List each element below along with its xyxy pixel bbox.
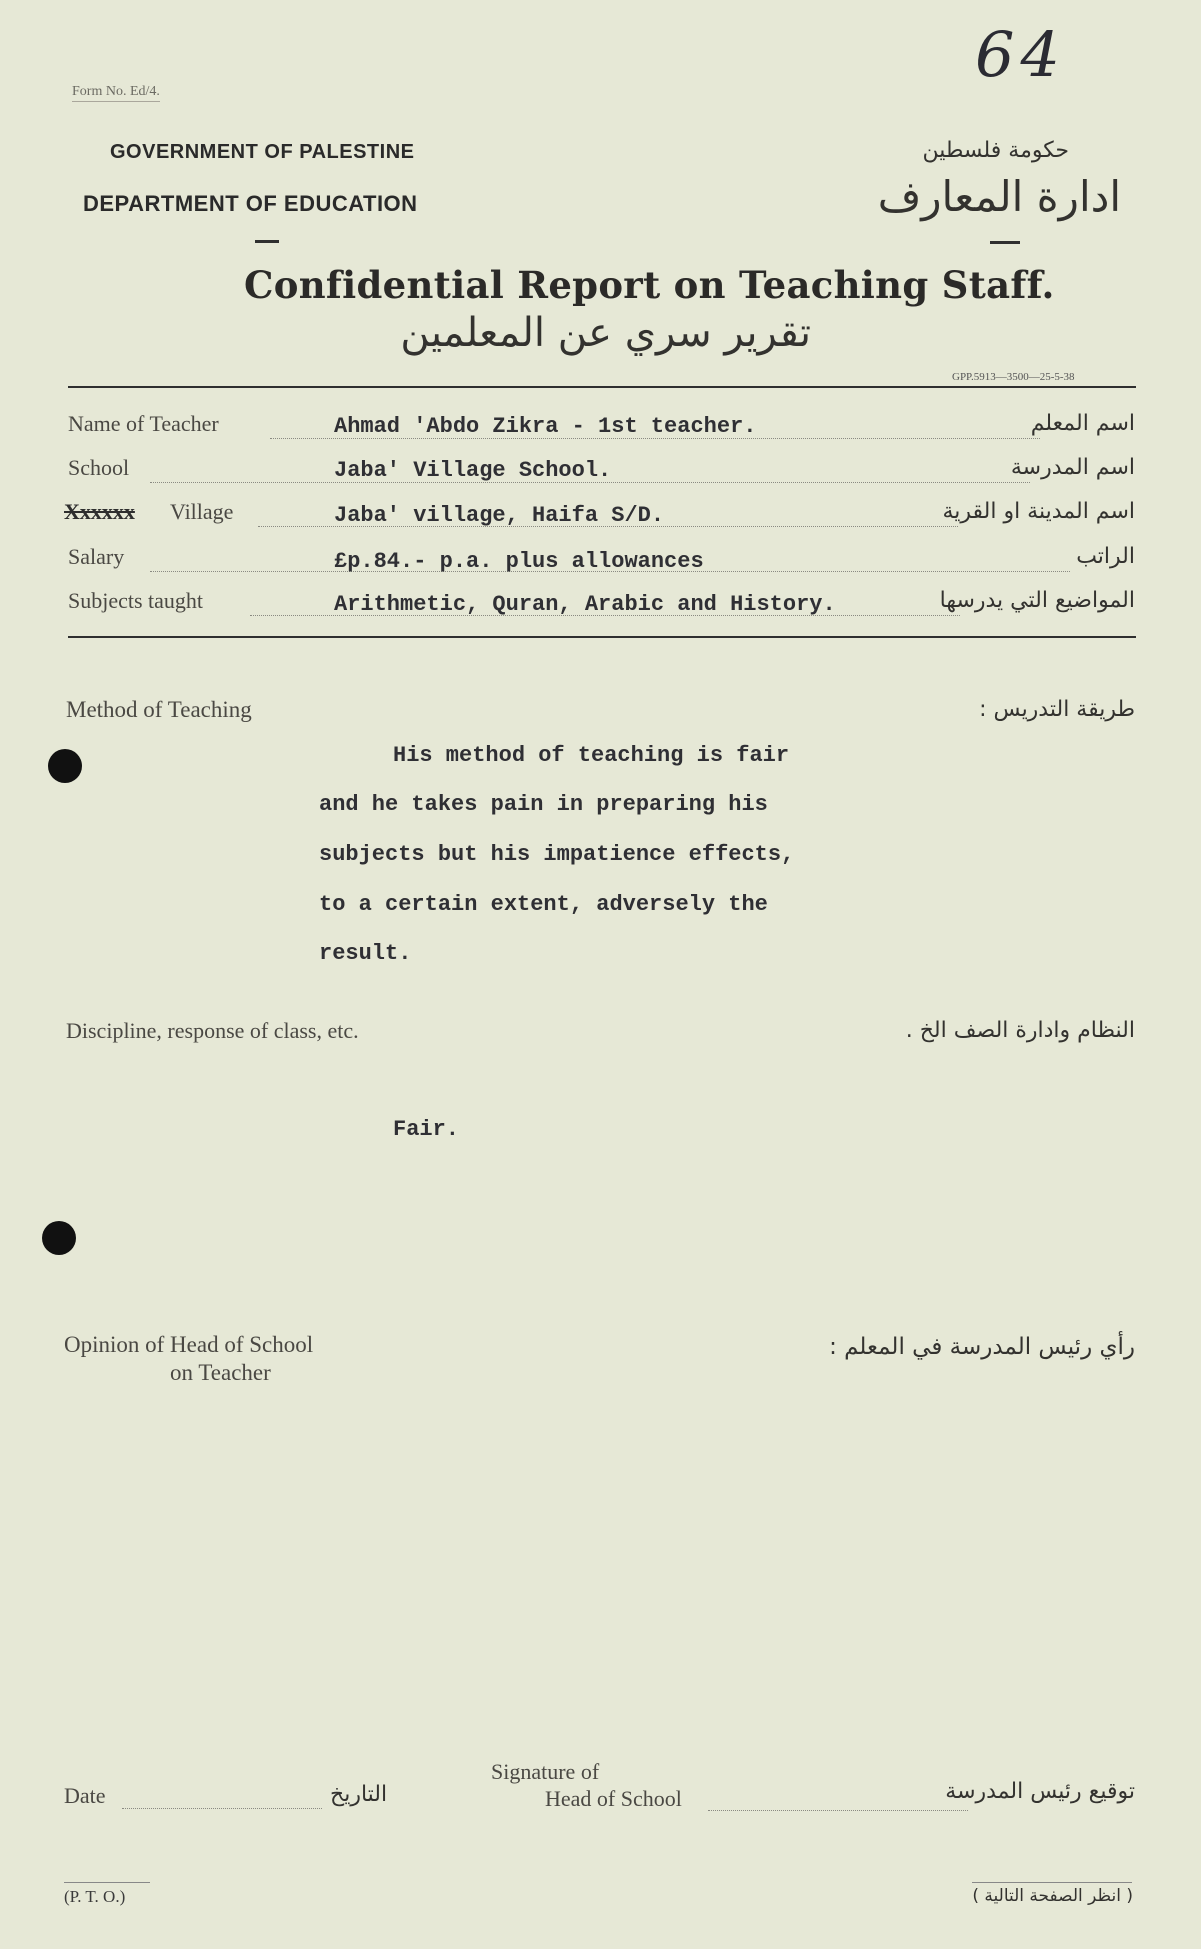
salary-label-arabic: الراتب [1076, 544, 1135, 569]
opinion-label: Opinion of Head of School [64, 1332, 314, 1357]
village-label: Village [170, 499, 234, 524]
method-line-2: and he takes pain in preparing his [319, 792, 768, 817]
top-rule [68, 386, 1136, 388]
discipline-label: Discipline, response of class, etc. [66, 1018, 359, 1043]
pto-label: (P. T. O.) [64, 1887, 126, 1906]
print-code: GPP.5913—3500—25-5-38 [952, 371, 1075, 383]
department-title-arabic: ادارة المعارف [877, 172, 1121, 221]
report-title: Confidential Report on Teaching Staff. [244, 263, 1055, 307]
pto-rule-left [64, 1882, 150, 1883]
signature-label: Signature of [491, 1759, 600, 1784]
signature-line [708, 1810, 968, 1811]
method-line-1: His method of teaching is fair [393, 743, 790, 768]
signature-label-2: Head of School [545, 1786, 682, 1811]
report-title-arabic: تقرير سري عن المعلمين [400, 310, 811, 356]
teacher-name-value: Ahmad 'Abdo Zikra - 1st teacher. [334, 414, 757, 439]
pto-label-arabic: ( انظر الصفحة التالية ) [972, 1886, 1133, 1906]
signature-label-arabic: توقيع رئيس المدرسة [945, 1779, 1135, 1804]
government-title: GOVERNMENT OF PALESTINE [110, 141, 415, 163]
date-label-arabic: التاريخ [330, 1782, 388, 1807]
school-value: Jaba' Village School. [334, 458, 612, 483]
opinion-label-arabic: رأي رئيس المدرسة في المعلم : [829, 1334, 1135, 1360]
method-line-4: to a certain extent, adversely the [319, 892, 768, 917]
method-line-5: result. [319, 941, 412, 966]
method-line-3: subjects but his impatience effects, [319, 842, 795, 867]
village-label-arabic: اسم المدينة او القرية [942, 499, 1135, 524]
date-label: Date [64, 1783, 106, 1808]
method-label-arabic: طريقة التدريس : [979, 697, 1135, 722]
teacher-name-label: Name of Teacher [68, 411, 219, 436]
discipline-value: Fair. [393, 1117, 460, 1142]
opinion-label-2: on Teacher [170, 1360, 271, 1385]
school-label-arabic: اسم المدرسة [1010, 455, 1135, 480]
fields-bottom-rule [68, 636, 1136, 638]
subjects-label: Subjects taught [68, 588, 204, 613]
pto-rule-right [972, 1882, 1132, 1883]
salary-value: £p.84.- p.a. plus allowances [334, 549, 704, 574]
school-label: School [68, 455, 130, 480]
date-line [122, 1808, 322, 1809]
department-title: DEPARTMENT OF EDUCATION [83, 191, 418, 216]
punch-hole-top [48, 749, 82, 783]
method-label: Method of Teaching [66, 697, 252, 722]
punch-hole-bottom [42, 1221, 76, 1255]
header-dash-left [255, 240, 279, 243]
village-label-struck: Xxxxxx [64, 499, 135, 524]
form-number: Form No. Ed/4. [72, 84, 160, 102]
discipline-label-arabic: النظام وادارة الصف الخ . [905, 1018, 1135, 1043]
salary-label: Salary [68, 544, 125, 569]
teacher-name-label-arabic: اسم المعلم [1030, 411, 1135, 436]
subjects-value: Arithmetic, Quran, Arabic and History. [334, 592, 836, 617]
government-title-arabic: حكومة فلسطين [922, 138, 1069, 163]
header-dash-right [990, 241, 1020, 244]
village-value: Jaba' village, Haifa S/D. [334, 503, 665, 528]
page-number: 64 [975, 18, 1066, 91]
subjects-label-arabic: المواضيع التي يدرسها [939, 588, 1135, 613]
